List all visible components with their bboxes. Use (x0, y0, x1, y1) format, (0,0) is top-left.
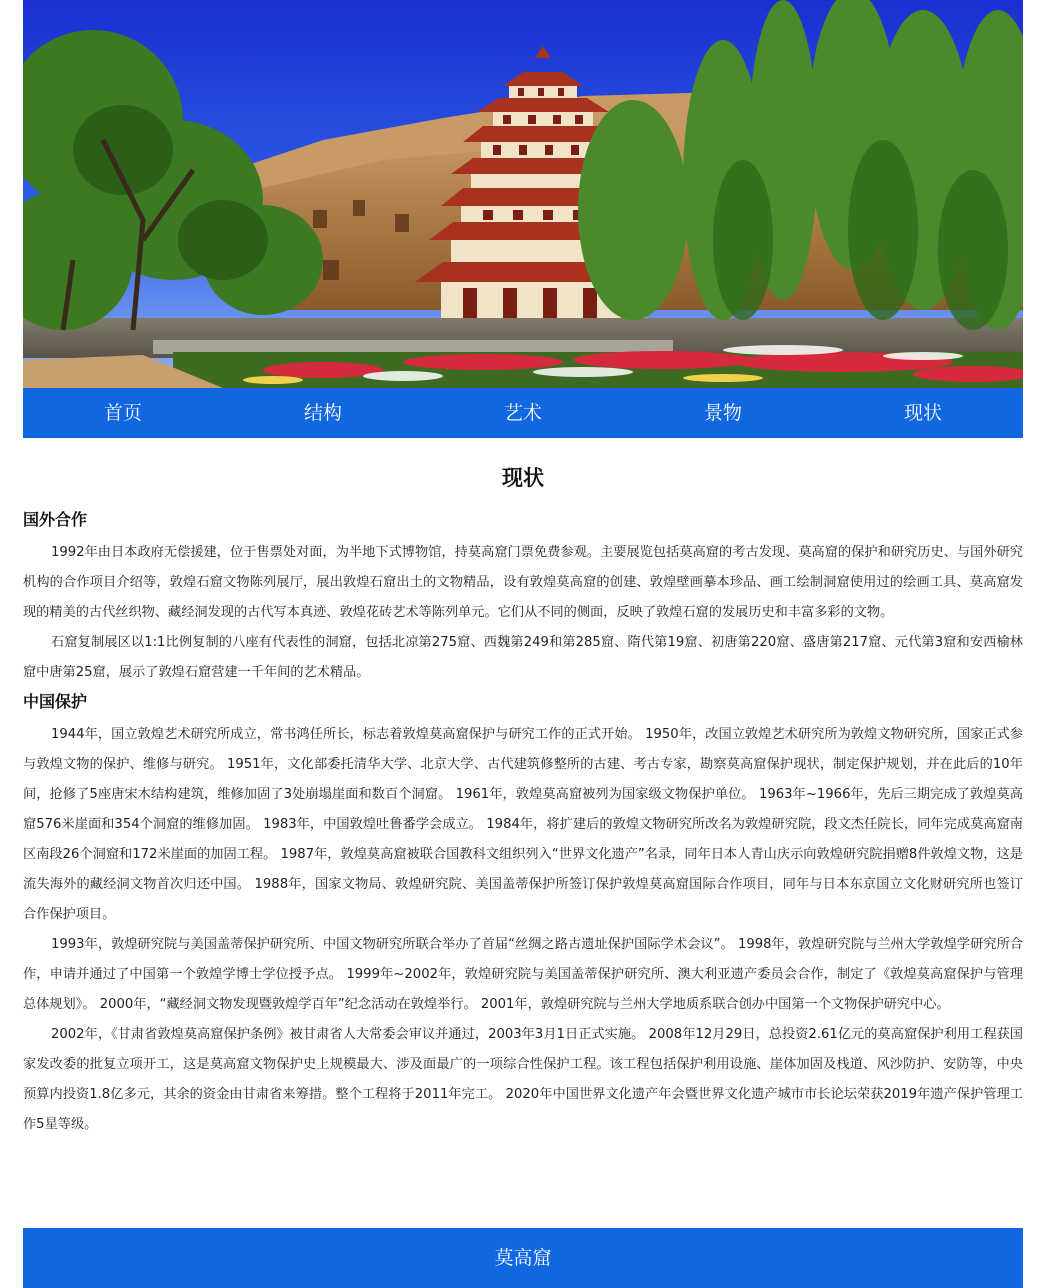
section-title-china-protection: 中国保护 (23, 692, 88, 711)
nav-item-status[interactable]: 现状 (903, 402, 942, 424)
paragraph: 1993年，敦煌研究院与美国盖蒂保护研究所、中国文物研究所联合举办了首届“丝绸之路古遗址保护国际学术会议”。 1998年，敦煌研究院与兰州大学敦煌学研究所合作，申请并通过了中国第一个敦煌学博士学位授予点。 1999年~2002年，敦煌研究院与美国盖蒂保护研究所、澳大利亚遗产委员会合作，制定了《敦煌莫高窟保护与管理总体规划》。 2000年，“藏经洞文物发现暨敦煌学百年”纪念活动在敦煌举行。 2001年，敦煌研究院与兰州大学地质系联合创办中国第一个文物保护研究中心。 (23, 937, 1023, 1012)
nav-item-structure[interactable]: 结构 (303, 402, 342, 424)
hero-banner-image (23, 0, 1023, 388)
main-nav (23, 388, 1023, 438)
nav-item-art[interactable]: 艺术 (503, 402, 542, 424)
paragraph: 1992年由日本政府无偿援建，位于售票处对面，为半地下式博物馆，持莫高窟门票免费参观。主要展览包括莫高窟的考古发现、莫高窟的保护和研究历史、与国外研究机构的合作项目介绍等，敦煌石窟文物陈列展厅，展出敦煌石窟出土的文物精品，设有敦煌莫高窟的创建、敦煌壁画摹本珍品、画工绘制洞窟使用过的绘画工具、莫高窟发现的精美的古代丝织物、藏经洞发现的古代写本真迹、敦煌花砖艺术等陈列单元。它们从不同的侧面，反映了敦煌石窟的发展历史和丰富多彩的文物。 (23, 545, 1023, 620)
paragraph: 石窟复制展区以1:1比例复制的八座有代表性的洞窟，包括北凉第275窟、西魏第249和第285窟、隋代第19窟、初唐第220窟、盛唐第217窟、元代第3窟和安西榆林窟中唐第25窟，展示了敦煌石窟营建一千年间的艺术精品。 (23, 635, 1023, 680)
paragraph: 1944年，国立敦煌艺术研究所成立，常书鸿任所长，标志着敦煌莫高窟保护与研究工作的正式开始。 1950年，改国立敦煌艺术研究所为敦煌文物研究所，国家正式参与敦煌文物的保护、维修与研究。 1951年，文化部委托清华大学、北京大学、古代建筑修整所的古建、考古专家，勘察莫高窟保护现状，制定保护规划，并在此后的10年间，抢修了5座唐宋木结构建筑，维修加固了3处崩塌崖面和数百个洞窟。 1961年，敦煌莫高窟被列为国家级文物保护单位。 1963年~1966年，先后三期完成了敦煌莫高窟576米崖面和354个洞窟的维修加固。 1983年，中国敦煌吐鲁番学会成立。 1984年，将扩建后的敦煌文物研究所改名为敦煌研究院，段文杰任院长，同年完成莫高窟南区南段26个洞窟和172米崖面的加固工程。 1987年，敦煌莫高窟被联合国教科文组织列入“世界文化遗产”名录，同年日本人青山庆示向敦煌研究院捐赠8件敦煌文物，这是流失海外的藏经洞文物首次归还中国。 1988年，国家文物局、敦煌研究院、美国盖蒂保护所签订保护敦煌莫高窟国际合作项目，同年与日本东京国立文化财研究所也签订合作保护项目。 (23, 727, 1023, 922)
footer-bar[interactable]: 莫高窟 (23, 1228, 1023, 1288)
page-wrapper (23, 0, 1023, 1140)
page-title: 现状 (502, 466, 544, 490)
paragraph: 2002年，《甘肃省敦煌莫高窟保护条例》被甘肃省人大常委会审议并通过，2003年3月1日正式实施。 2008年12月29日，总投资2.61亿元的莫高窟保护利用工程获国家发改委的批复立项开工，这是莫高窟文物保护史上规模最大、涉及面最广的一项综合性保护工程。该工程包括保护利用设施、崖体加固及栈道、风沙防护、安防等，中央预算内投资1.8亿多元，其余的资金由甘肃省来筹措。整个工程将于2011年完工。 2020年中国世界文化遗产年会暨世界文化遗产城市市长论坛荣获2019年遗产保护管理工作5星等级。 (23, 1027, 1023, 1132)
nav-item-home[interactable]: 首页 (103, 402, 142, 424)
section-title-foreign-cooperation: 国外合作 (23, 510, 88, 529)
nav-item-scenery[interactable]: 景物 (703, 402, 742, 424)
